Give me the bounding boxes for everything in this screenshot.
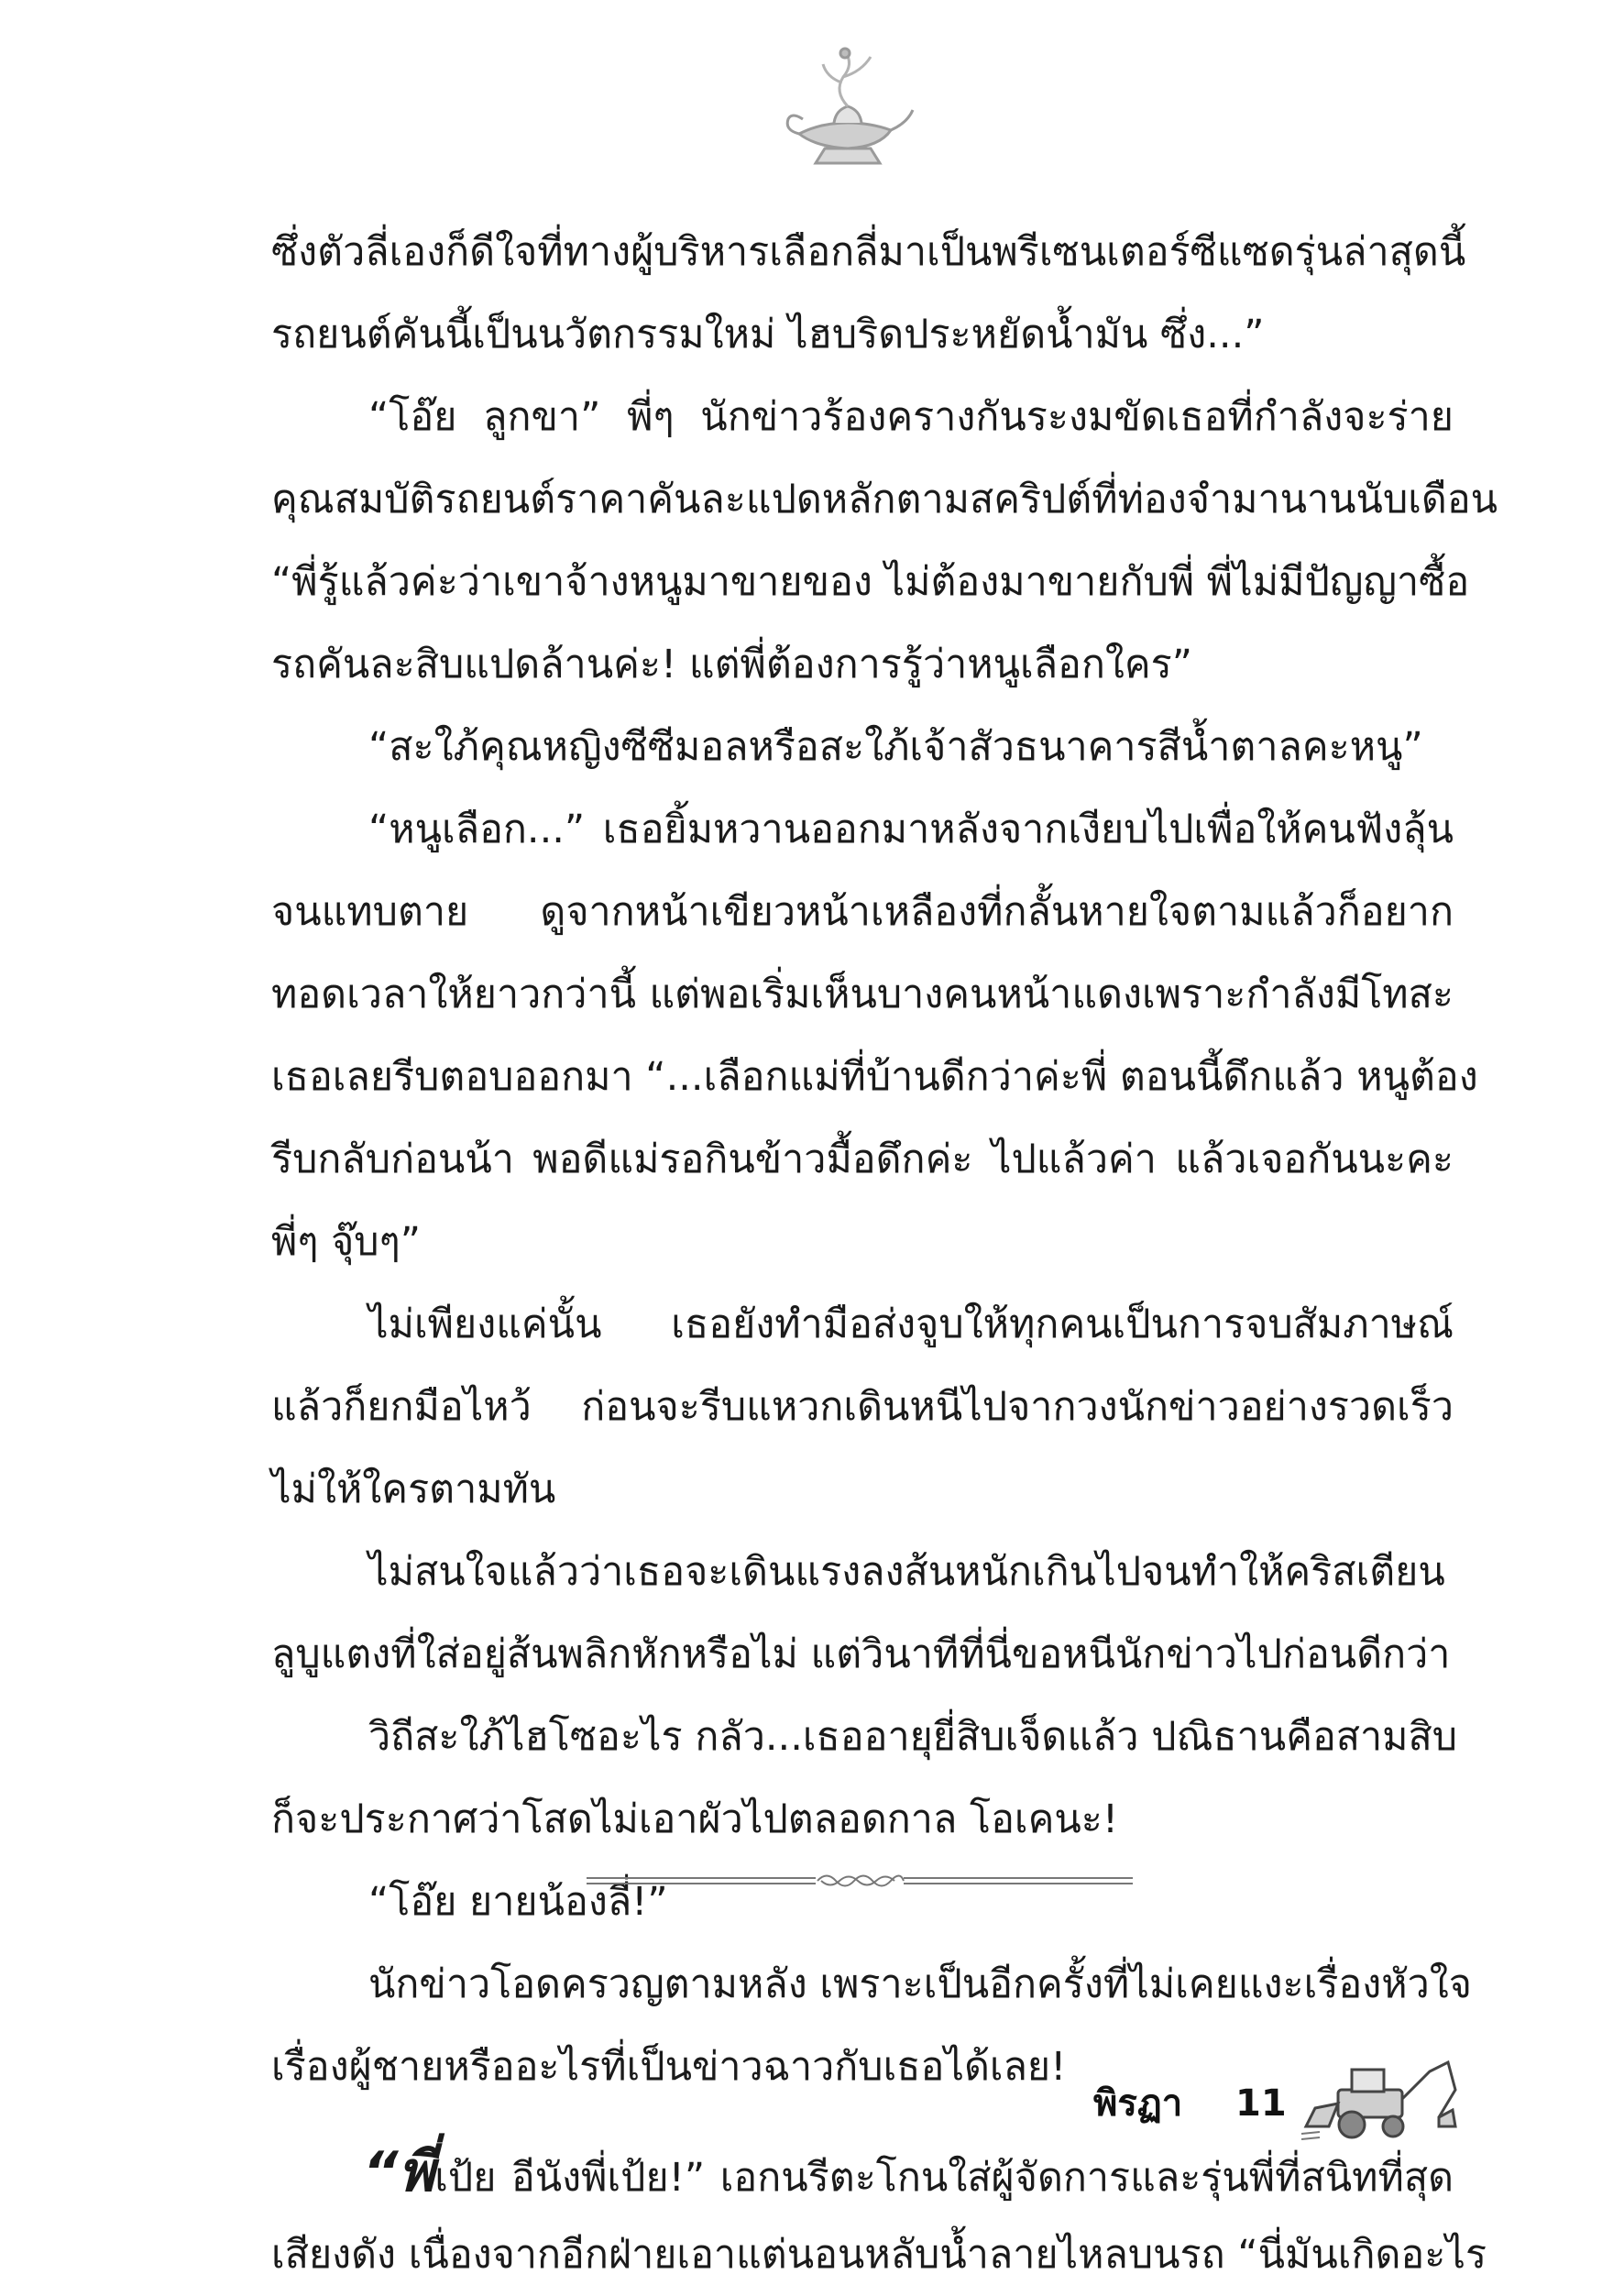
ornament-divider-icon: [587, 1867, 1133, 1895]
text-line: ทอดเวลาให้ยาวกว่านี้ แต่พอเริ่มเห็นบางคนหน้าแดงเพราะกำลังมีโทสะ: [271, 972, 1454, 1017]
text-line: พี่ๆ จุ๊บๆ”: [271, 1219, 421, 1265]
page-number: 11: [1235, 2082, 1287, 2125]
text-line: “โอ๊ย ยายน้องลี่!”: [368, 1879, 668, 1925]
text-line: จนแทบตาย ดูจากหน้าเขียวหน้าเหลืองที่กลั้นหายใจตามแล้วก็อยาก: [271, 889, 1454, 935]
genie-lamp-icon: [779, 46, 916, 174]
text-line: “หนูเลือก...” เธอยิ้มหวานออกมาหลังจากเงียบไปเพื่อให้คนฟังลุ้น: [368, 807, 1454, 852]
text-line: รถคันละสิบแปดล้านค่ะ! แต่พี่ต้องการรู้ว่าหนูเลือกใคร”: [271, 642, 1193, 687]
text-line: “โอ๊ย ลูกขา” พี่ๆ นักข่าวร้องครางกันระงมขัดเธอที่กำลังจะร่าย: [368, 394, 1454, 440]
text-line: เรื่องผู้ชายหรืออะไรที่เป็นข่าวฉาวกับเธอได้เลย!: [271, 2044, 1067, 2090]
text-line: ไม่สนใจแล้วว่าเธอจะเดินแรงลงส้นหนักเกินไปจนทำให้คริสเตียน: [368, 1549, 1445, 1595]
text-line: ไม่ให้ใครตามทัน: [271, 1467, 556, 1512]
text-line: วิถีสะใภ้ไฮโซอะไร กลัว...เธออายุยี่สิบเจ็ดแล้ว ปณิธานคือสามสิบ: [368, 1714, 1458, 1760]
text-line: ซึ่งตัวลี่เองก็ดีใจที่ทางผู้บริหารเลือกลี่มาเป็นพรีเซนเตอร์ซีแซดรุ่นล่าสุดนี้: [271, 229, 1466, 275]
text-line: “พี่รู้แล้วค่ะว่าเขาจ้างหนูมาขายของ ไม่ต้องมาขายกับพี่ พี่ไม่มีปัญญาซื้อ: [271, 559, 1470, 605]
text-line: รีบกลับก่อนน้า พอดีแม่รอกินข้าวมื้อดึกค่ะ ไปแล้วค่า แล้วเจอกันนะคะ: [271, 1137, 1454, 1182]
text-line: ก็จะประกาศว่าโสดไม่เอาผัวไปตลอดกาล โอเคนะ!: [271, 1796, 1119, 1842]
text-line: แล้วก็ยกมือไหว้ ก่อนจะรีบแหวกเดินหนีไปจากวงนักข่าวอย่างรวดเร็ว: [271, 1384, 1454, 1430]
text-line: ไม่เพียงแค่นั้น เธอยังทำมือส่งจูบให้ทุกคนเป็นการจบสัมภาษณ์: [368, 1302, 1454, 1347]
section-opening-line: [271, 2131, 1454, 2214]
text-line: คุณสมบัติรถยนต์ราคาคันละแปดหลักตามสคริปต์ที่ท่องจำมานานนับเดือน: [271, 477, 1498, 522]
text-line: นักข่าวโอดครวญตามหลัง เพราะเป็นอีกครั้งที่ไม่เคยแงะเรื่องหัวใจ: [368, 1961, 1472, 2007]
text-line: ลูบูแตงที่ใส่อยู่ส้นพลิกหักหรือไม่ แต่วินาทีที่นี่ขอหนีนักข่าวไปก่อนดีกว่า: [271, 1631, 1451, 1677]
text-line: “สะใภ้คุณหญิงซีซีมอลหรือสะใภ้เจ้าสัวธนาคารสีน้ำตาลคะหนู”: [368, 724, 1423, 770]
author-name: พิรฏา: [1093, 2082, 1183, 2125]
text-line: เธอเลยรีบตอบออกมา “...เลือกแม่ที่บ้านดีกว่าค่ะพี่ ตอนนี้ดึกแล้ว หนูต้อง: [271, 1054, 1478, 1100]
dropcap: “พี่: [363, 2140, 435, 2204]
text-line: เสียงดัง เนื่องจากอีกฝ่ายเอาแต่นอนหลับน้ำลายไหลบนรถ “นี่มันเกิดอะไร: [271, 2232, 1487, 2278]
text-line: เป้ย อีนังพี่เป้ย!” เอกนรีตะโกนใส่ผู้จัดการและรุ่นพี่ที่สนิทที่สุด: [434, 2155, 1454, 2201]
bulldozer-icon: [1301, 2053, 1457, 2145]
text-line: รถยนต์คันนี้เป็นนวัตกรรมใหม่ ไฮบริดประหยัดน้ำมัน ซึ่ง...”: [271, 312, 1265, 357]
